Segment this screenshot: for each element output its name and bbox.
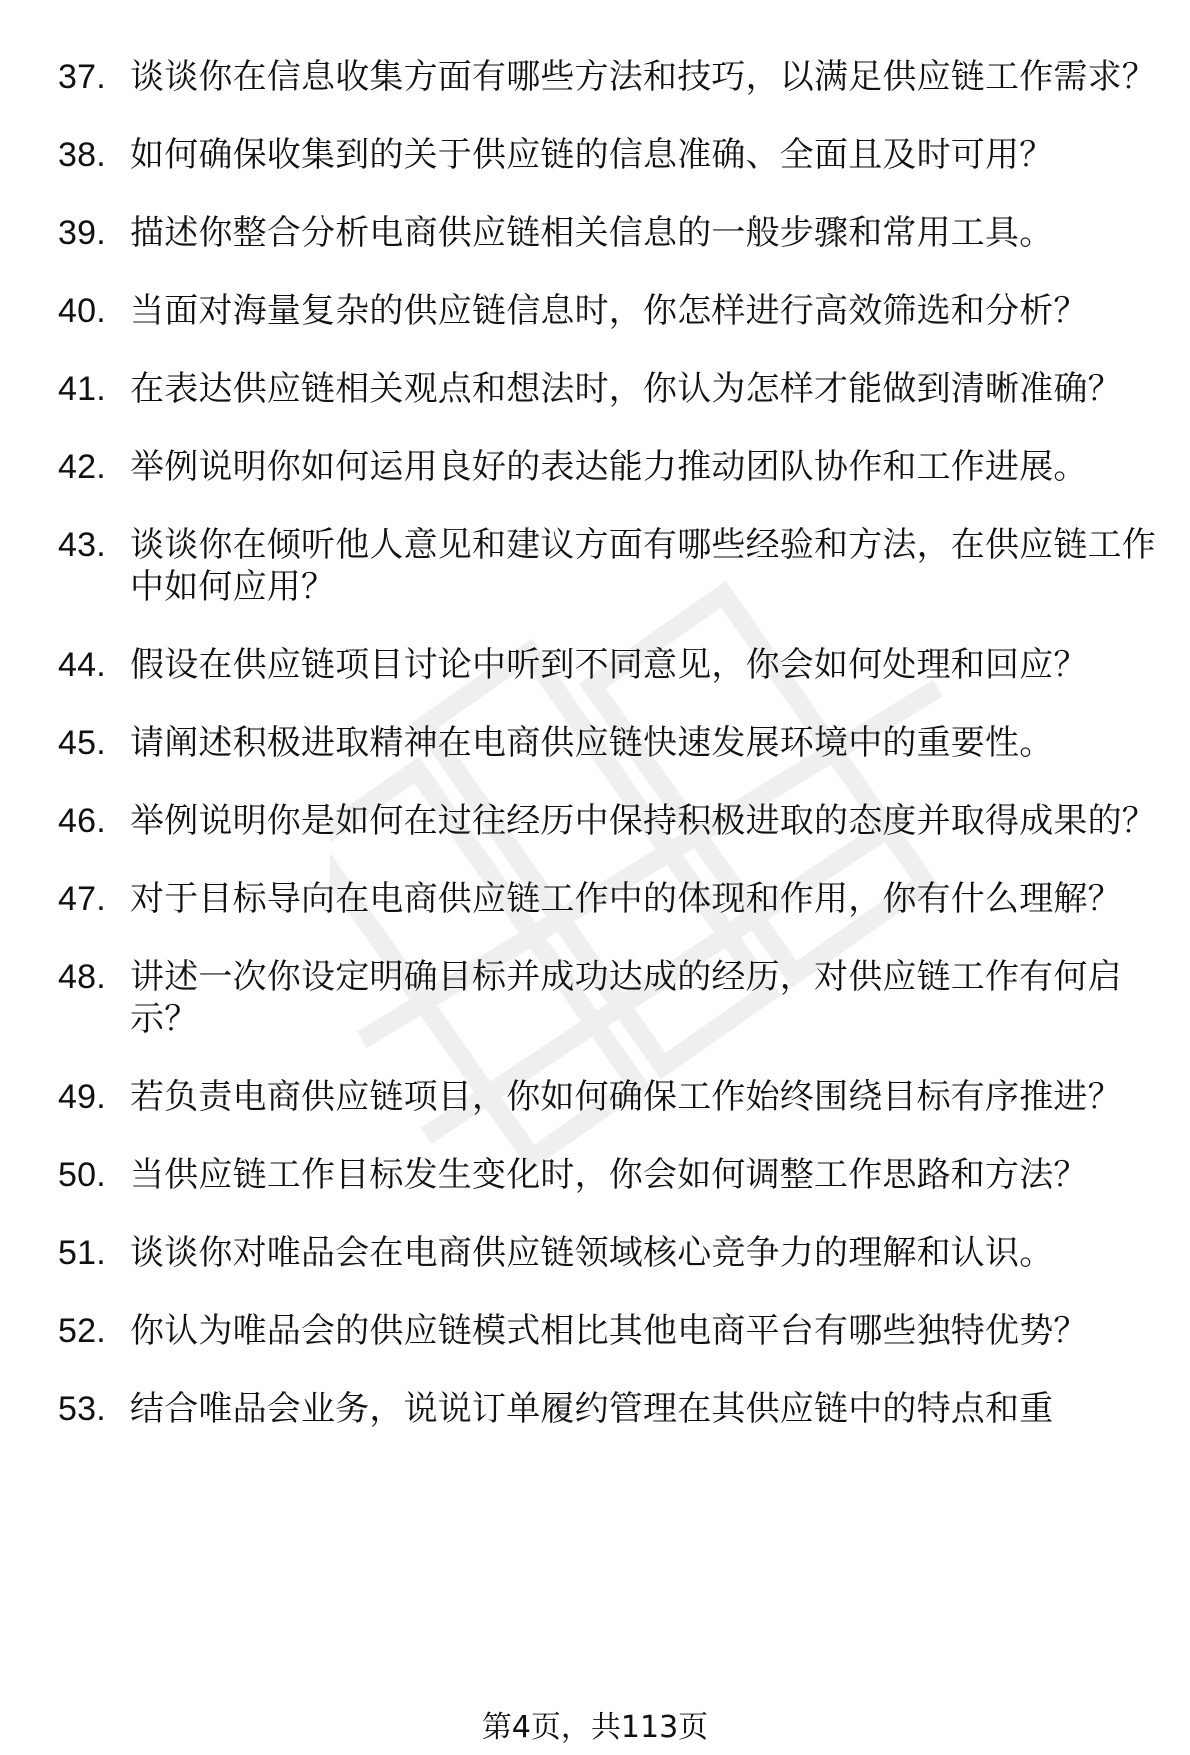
list-item: [58, 524, 1158, 608]
list-item: [58, 878, 1158, 920]
list-item: [58, 1076, 1158, 1118]
question-text: 讲述一次你设定明确目标并成功达成的经历，对供应链工作有何启示？: [130, 957, 1122, 1039]
question-number: 38.: [58, 136, 106, 174]
list-item: [58, 800, 1158, 842]
page-number-footer: 第4页，共113页: [481, 1710, 709, 1745]
list-item: [58, 722, 1158, 764]
question-list: [58, 56, 1158, 1466]
question-number: 52.: [58, 1312, 106, 1350]
list-item: [58, 290, 1158, 332]
list-item: [58, 1154, 1158, 1196]
question-text: 举例说明你是如何在过往经历中保持积极进取的态度并取得成果的？: [130, 801, 1156, 841]
question-text: 谈谈你在倾听他人意见和建议方面有哪些经验和方法，在供应链工作中如何应用？: [130, 525, 1156, 607]
list-item: [58, 1232, 1158, 1274]
list-item: [58, 134, 1158, 176]
list-item: [58, 1310, 1158, 1352]
question-text: 谈谈你对唯品会在电商供应链领域核心竞争力的理解和认识。: [130, 1233, 1054, 1273]
question-text: 你认为唯品会的供应链模式相比其他电商平台有哪些独特优势？: [130, 1311, 1088, 1351]
question-text: 如何确保收集到的关于供应链的信息准确、全面且及时可用？: [130, 135, 1054, 175]
question-text: 结合唯品会业务，说说订单履约管理在其供应链中的特点和重: [130, 1389, 1054, 1429]
question-number: 43.: [58, 526, 106, 564]
question-number: 47.: [58, 880, 106, 918]
question-text: 当面对海量复杂的供应链信息时，你怎样进行高效筛选和分析？: [130, 291, 1088, 331]
list-item: [58, 212, 1158, 254]
list-item: [58, 368, 1158, 410]
question-number: 50.: [58, 1156, 106, 1194]
question-text: 假设在供应链项目讨论中听到不同意见，你会如何处理和回应？: [130, 645, 1088, 685]
question-text: 描述你整合分析电商供应链相关信息的一般步骤和常用工具。: [130, 213, 1054, 253]
list-item: [58, 956, 1158, 1040]
question-number: 37.: [58, 58, 106, 96]
question-number: 39.: [58, 214, 106, 252]
question-number: 40.: [58, 292, 106, 330]
list-item: [58, 1388, 1158, 1430]
question-number: 51.: [58, 1234, 106, 1272]
question-number: 44.: [58, 646, 106, 684]
question-number: 53.: [58, 1390, 106, 1428]
question-text: 对于目标导向在电商供应链工作中的体现和作用，你有什么理解？: [130, 879, 1122, 919]
question-text: 当供应链工作目标发生变化时，你会如何调整工作思路和方法？: [130, 1155, 1088, 1195]
question-text: 举例说明你如何运用良好的表达能力推动团队协作和工作进展。: [130, 447, 1088, 487]
list-item: [58, 56, 1158, 98]
list-item: [58, 446, 1158, 488]
question-text: 在表达供应链相关观点和想法时，你认为怎样才能做到清晰准确？: [130, 369, 1122, 409]
question-number: 46.: [58, 802, 106, 840]
question-text: 谈谈你在信息收集方面有哪些方法和技巧，以满足供应链工作需求？: [130, 57, 1156, 97]
question-number: 49.: [58, 1078, 106, 1116]
question-text: 请阐述积极进取精神在电商供应链快速发展环境中的重要性。: [130, 723, 1054, 763]
question-number: 48.: [58, 958, 106, 996]
question-number: 45.: [58, 724, 106, 762]
question-text: 若负责电商供应链项目，你如何确保工作始终围绕目标有序推进？: [130, 1077, 1122, 1117]
question-number: 42.: [58, 448, 106, 486]
list-item: [58, 644, 1158, 686]
question-number: 41.: [58, 370, 106, 408]
